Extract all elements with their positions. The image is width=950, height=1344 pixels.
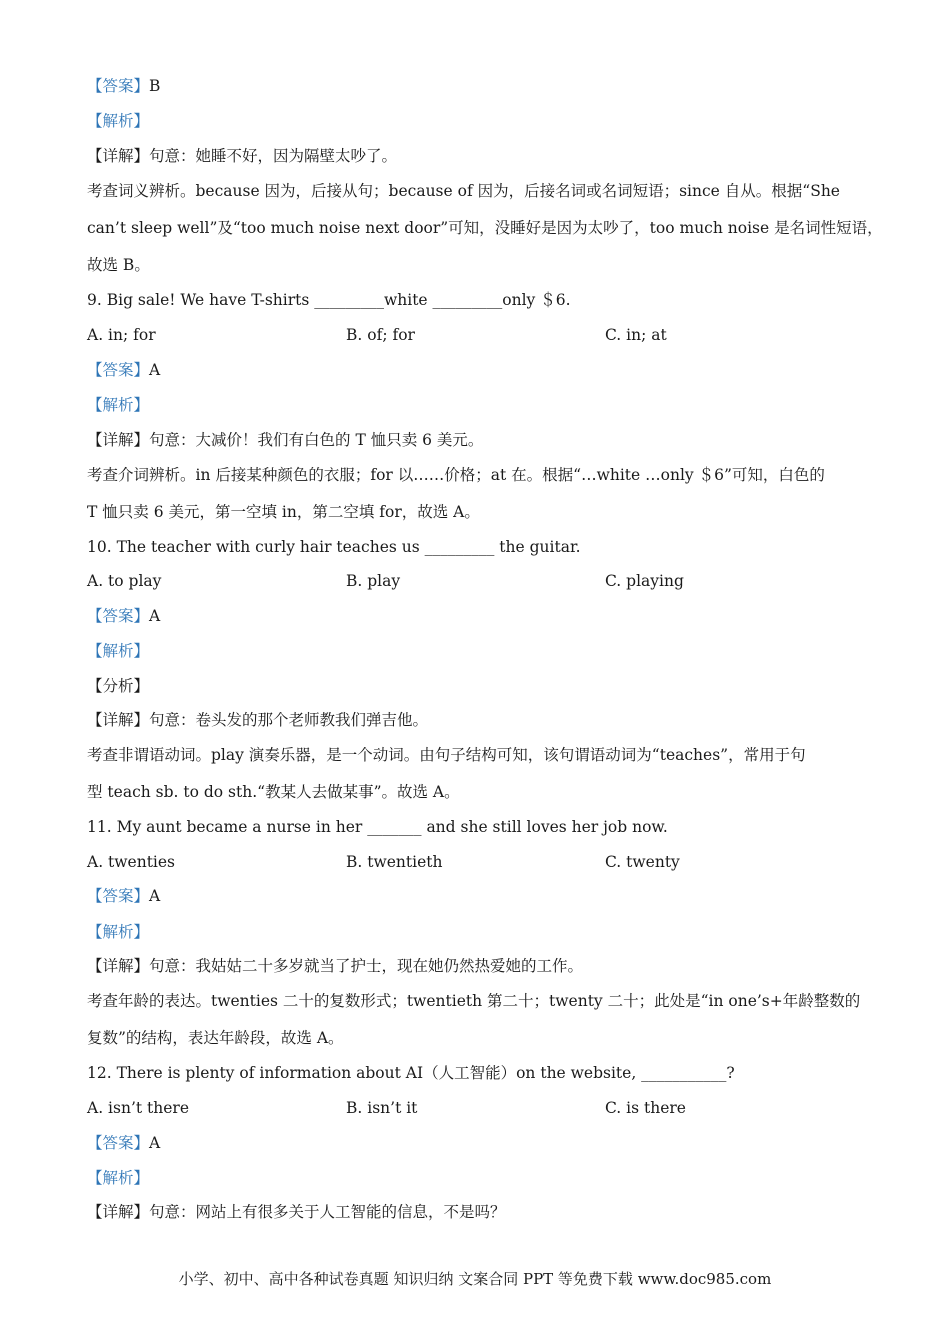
detail-tag: 【详解】 (87, 957, 150, 975)
option-b: B. play (346, 572, 401, 590)
answer-tag: 【答案】 (87, 1134, 150, 1152)
option-c: C. in; at (605, 326, 667, 344)
detail-tag: 【详解】 (87, 711, 150, 729)
answer-text: A (149, 887, 161, 905)
detail-text: 句意：大减价！我们有白色的 T 恤只卖 6 美元。 (149, 431, 484, 449)
explanation-text: 考查年龄的表达。twenties 二十的复数形式；twentieth 第二十；twenty 二十；此处是“in one’s+年龄整数的 (87, 992, 861, 1010)
option-c: C. twenty (605, 853, 680, 871)
explanation-text: T 恤只卖 6 美元，第一空填 in，第二空填 for，故选 A。 (87, 503, 480, 521)
option-a: A. to play (87, 572, 162, 590)
detail-line (87, 1201, 880, 1223)
detail-text: 句意：卷头发的那个老师教我们弹吉他。 (149, 711, 429, 729)
answer-text: B (149, 77, 161, 95)
option-a: A. isn’t there (87, 1099, 189, 1117)
answer-line (87, 1132, 880, 1154)
option-c: C. is there (605, 1099, 686, 1117)
question-11: 11. My aunt became a nurse in her _______ and she still loves her job now. (87, 818, 668, 836)
option-c: C. playing (605, 572, 684, 590)
option-b: B. isn’t it (346, 1099, 418, 1117)
analysis-tag: 【解析】 (87, 923, 150, 941)
detail-tag: 【详解】 (87, 147, 150, 165)
analysis-tag: 【解析】 (87, 396, 150, 414)
question-10: 10. The teacher with curly hair teaches us _________ the guitar. (87, 538, 581, 556)
option-b: B. twentieth (346, 853, 443, 871)
explanation-text: 考查非谓语动词。play 演奏乐器，是一个动词。由句子结构可知，该句谓语动词为“teaches”，常用于句 (87, 746, 806, 764)
answer-text: A (149, 1134, 161, 1152)
explanation-text: 考查词义辨析。because 因为，后接从句；because of 因为，后接名词或名词短语；since 自从。根据“She (87, 182, 840, 200)
question-9: 9. Big sale! We have T-shirts _________white _________only ＄6. (87, 291, 571, 309)
detail-tag: 【详解】 (87, 1203, 150, 1221)
explanation-text: 复数”的结构，表达年龄段，故选 A。 (87, 1029, 344, 1047)
analysis-tag: 【解析】 (87, 642, 150, 660)
analysis-tag: 【解析】 (87, 112, 150, 130)
answer-tag: 【答案】 (87, 887, 150, 905)
answer-tag: 【答案】 (87, 607, 150, 625)
fenxi-tag: 【分析】 (87, 677, 150, 695)
question-12: 12. There is plenty of information about AI（人工智能）on the website, ___________? (87, 1064, 735, 1082)
answer-tag: 【答案】 (87, 77, 150, 95)
detail-text: 句意：我姑姑二十多岁就当了护士，现在她仍然热爱她的工作。 (149, 957, 584, 975)
explanation-text: can’t sleep well”及“too much noise next door”可知，没睡好是因为太吵了，too much noise 是名词性短语， (87, 219, 883, 237)
analysis-line (87, 640, 880, 662)
page-footer: 小学、初中、高中各种试卷真题 知识归纳 文案合同 PPT 等免费下载 www.doc985.com (178, 1270, 772, 1288)
answer-tag: 【答案】 (87, 361, 150, 379)
detail-line (87, 709, 880, 731)
option-a: A. in; for (87, 326, 156, 344)
analysis-line (87, 110, 880, 132)
option-a: A. twenties (87, 853, 176, 871)
answer-line (87, 75, 880, 97)
detail-line (87, 429, 880, 451)
explanation-text: 故选 B。 (87, 256, 150, 274)
analysis-line (87, 1167, 880, 1189)
option-b: B. of; for (346, 326, 415, 344)
answer-line (87, 605, 880, 627)
detail-line (87, 955, 880, 977)
detail-line (87, 145, 880, 167)
analysis-tag: 【解析】 (87, 1169, 150, 1187)
answer-text: A (149, 361, 161, 379)
detail-text: 句意：网站上有很多关于人工智能的信息，不是吗？ (149, 1203, 506, 1221)
detail-tag: 【详解】 (87, 431, 150, 449)
answer-line (87, 359, 880, 381)
detail-text: 句意：她睡不好，因为隔壁太吵了。 (149, 147, 398, 165)
analysis-line (87, 394, 880, 416)
answer-line (87, 885, 880, 907)
answer-text: A (149, 607, 161, 625)
explanation-text: 型 teach sb. to do sth.“教某人去做某事”。故选 A。 (87, 783, 460, 801)
explanation-text: 考查介词辨析。in 后接某种颜色的衣服；for 以……价格；at 在。根据“…white …only ＄6”可知，白色的 (87, 466, 825, 484)
fenxi-line (87, 675, 880, 697)
analysis-line (87, 921, 880, 943)
